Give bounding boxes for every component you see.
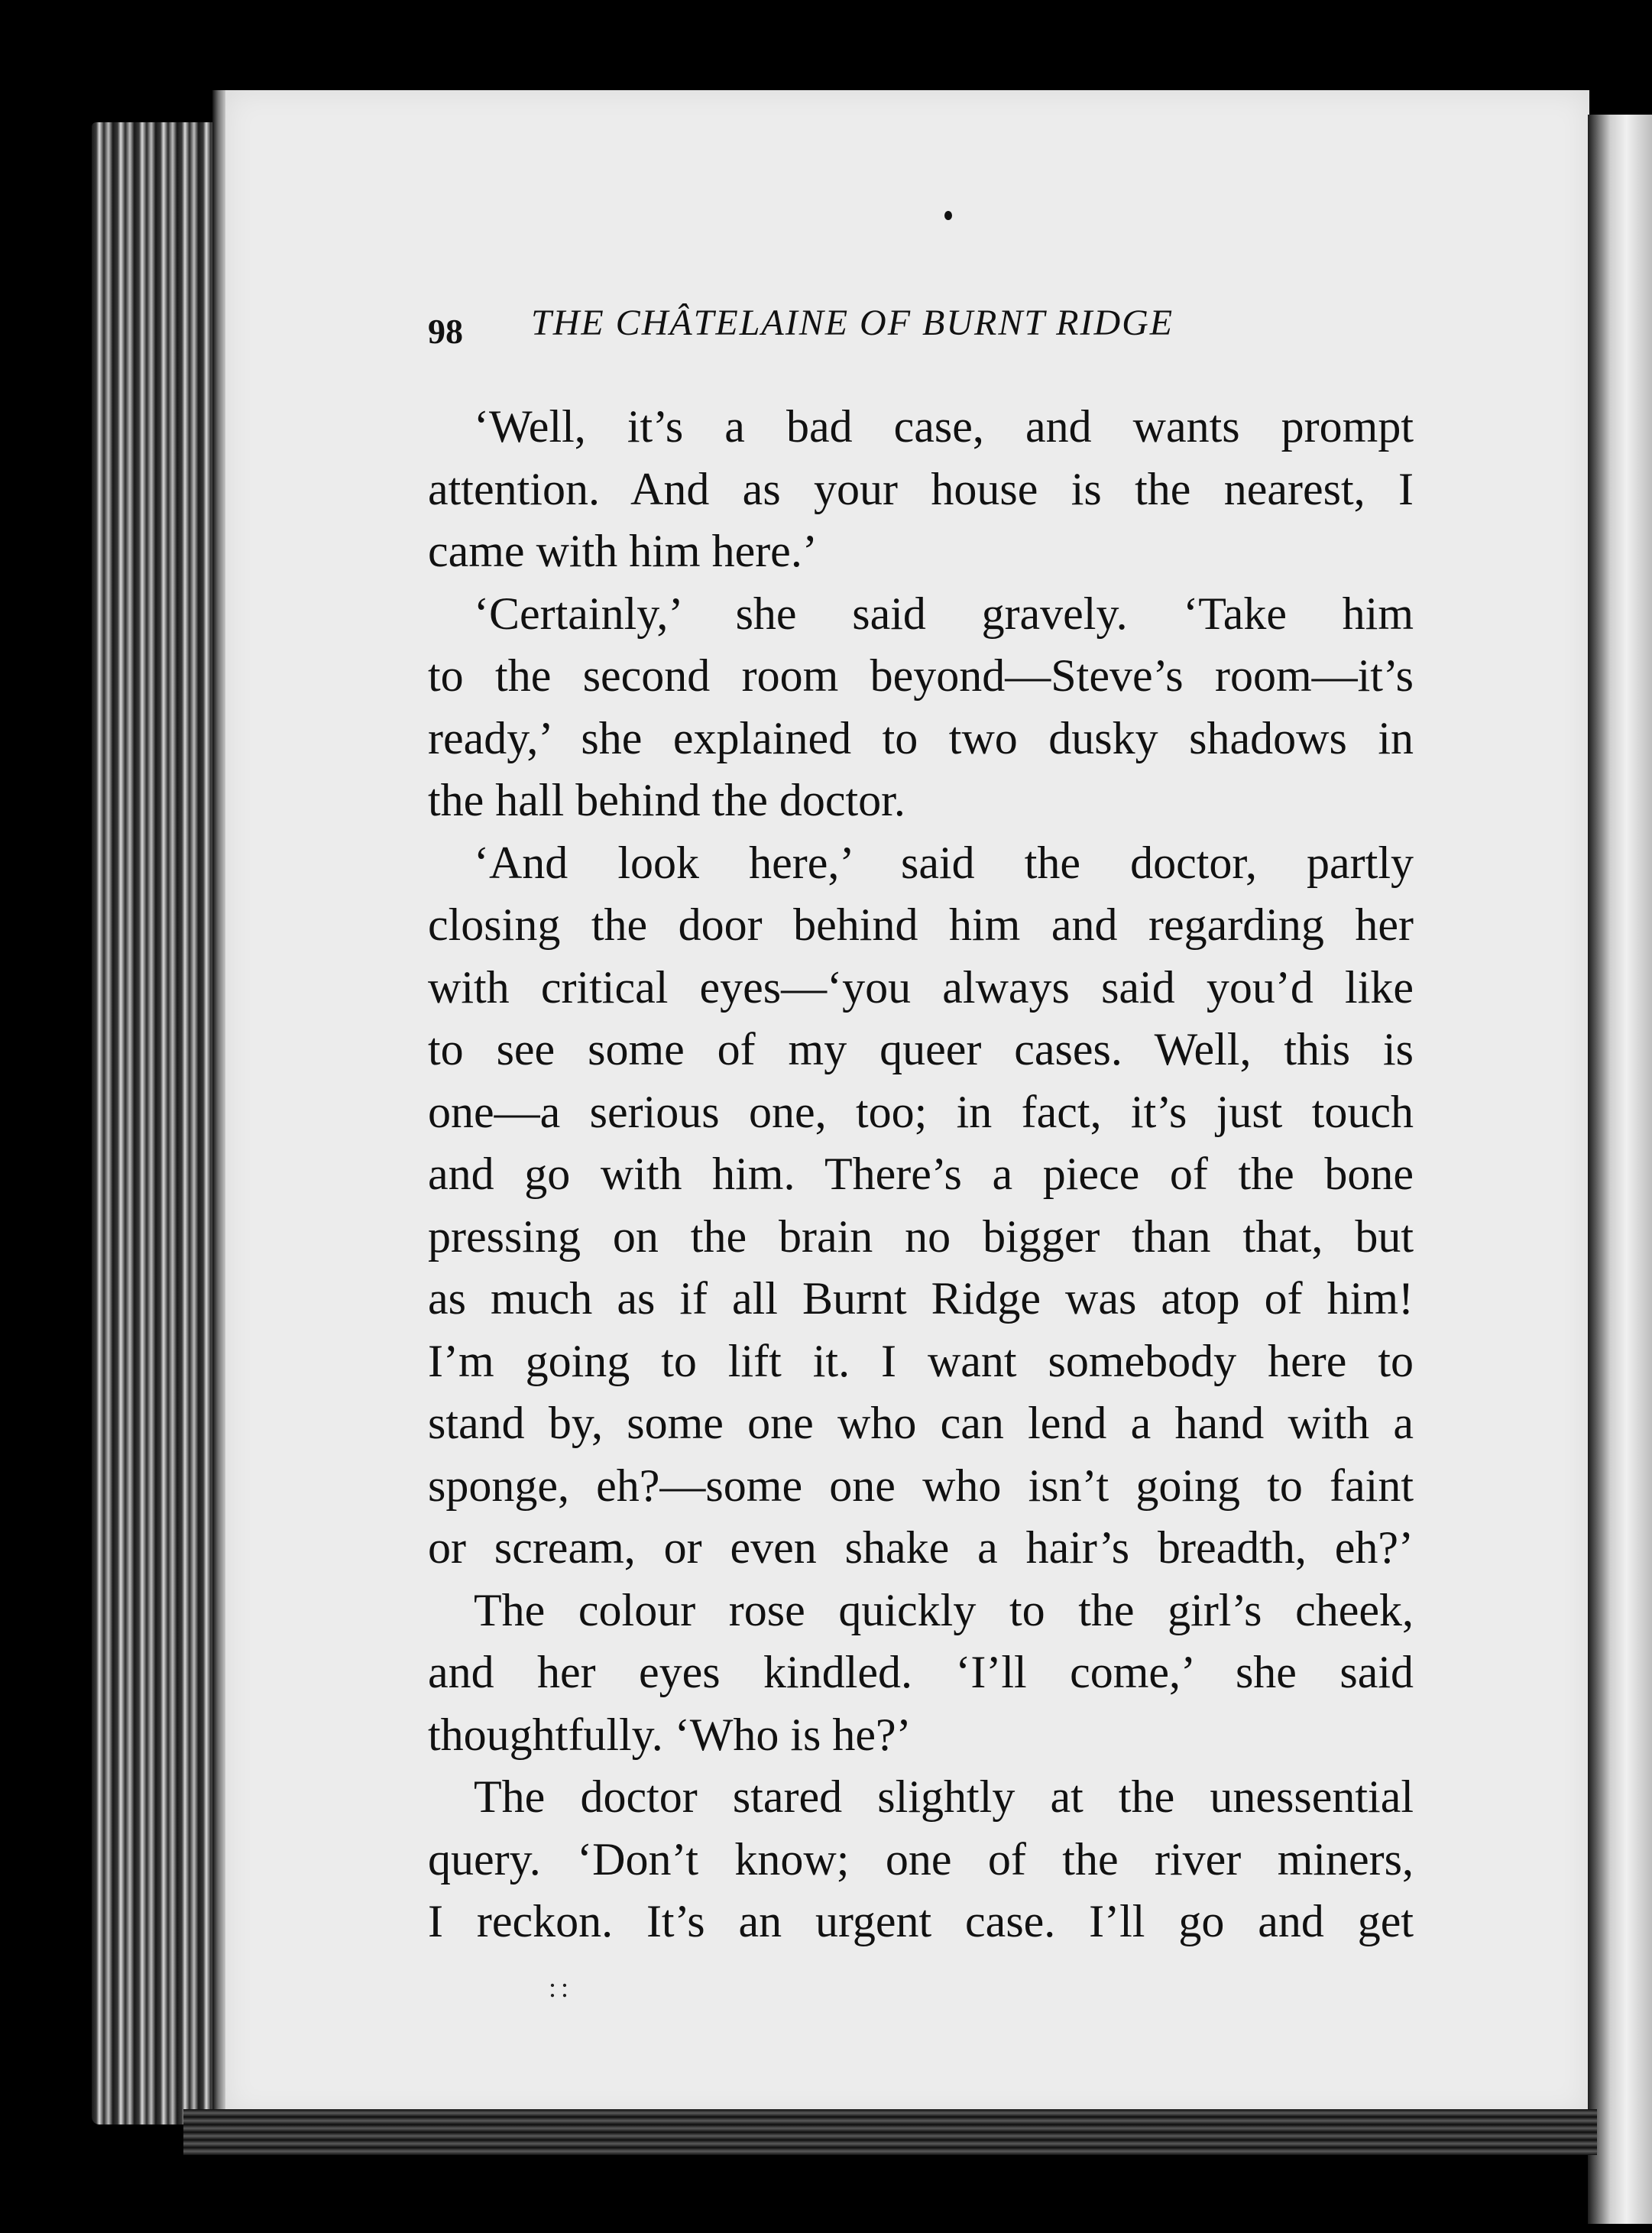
text-line: sponge, eh?—some one who isn’t going to faint xyxy=(428,1460,1414,1511)
text-line: query. ‘Don’t know; one of the river miners, xyxy=(428,1833,1414,1885)
text-line: as much as if all Burnt Ridge was atop of him! xyxy=(428,1273,1414,1324)
page-speck xyxy=(944,211,952,220)
text-line: came with him here.’ xyxy=(428,526,818,576)
text-line: pressing on the brain no bigger than that, but xyxy=(428,1210,1414,1262)
text-line: ‘And look here,’ said the doctor, partly xyxy=(474,837,1414,888)
text-line: the hall behind the doctor. xyxy=(428,775,905,825)
text-line: with critical eyes—‘you always said you’d like xyxy=(428,961,1414,1013)
text-line: ‘Well, it’s a bad case, and wants prompt xyxy=(474,401,1414,452)
text-line: one—a serious one, too; in fact, it’s just touch xyxy=(428,1086,1414,1137)
text-line: thoughtfully. ‘Who is he?’ xyxy=(428,1709,912,1760)
body-text xyxy=(428,396,1414,1953)
text-line: attention. And as your house is the nearest, I xyxy=(428,463,1414,514)
text-line: to see some of my queer cases. Well, this is xyxy=(428,1024,1414,1074)
text-line: and go with him. There’s a piece of the bone xyxy=(428,1149,1414,1199)
text-line: I reckon. It’s an urgent case. I’ll go and get xyxy=(428,1896,1414,1946)
text-line: ready,’ she explained to two dusky shadows in xyxy=(428,712,1414,763)
text-line: and her eyes kindled. ‘I’ll come,’ she said xyxy=(428,1647,1414,1697)
running-title: THE CHÂTELAINE OF BURNT RIDGE xyxy=(531,303,1174,343)
text-line: closing the door behind him and regarding her xyxy=(428,899,1414,950)
page-number: 98 xyxy=(428,312,463,351)
signature-mark: :: xyxy=(549,1972,574,2003)
text-line: or scream, or even shake a hair’s breadth, eh?’ xyxy=(428,1522,1414,1573)
facing-page-edge xyxy=(1588,115,1652,2224)
text-line: The doctor stared slightly at the unessential xyxy=(474,1771,1414,1822)
text-line: The colour rose quickly to the girl’s cheek, xyxy=(474,1584,1414,1635)
text-line: I’m going to lift it. I want somebody here to xyxy=(428,1335,1414,1386)
text-line: to the second room beyond—Steve’s room—it’s xyxy=(428,650,1414,701)
text-line: ‘Certainly,’ she said gravely. ‘Take him xyxy=(474,588,1414,639)
text-line: stand by, some one who can lend a hand with a xyxy=(428,1398,1414,1448)
page-bottom-edges xyxy=(183,2109,1597,2155)
running-header xyxy=(428,302,1421,355)
